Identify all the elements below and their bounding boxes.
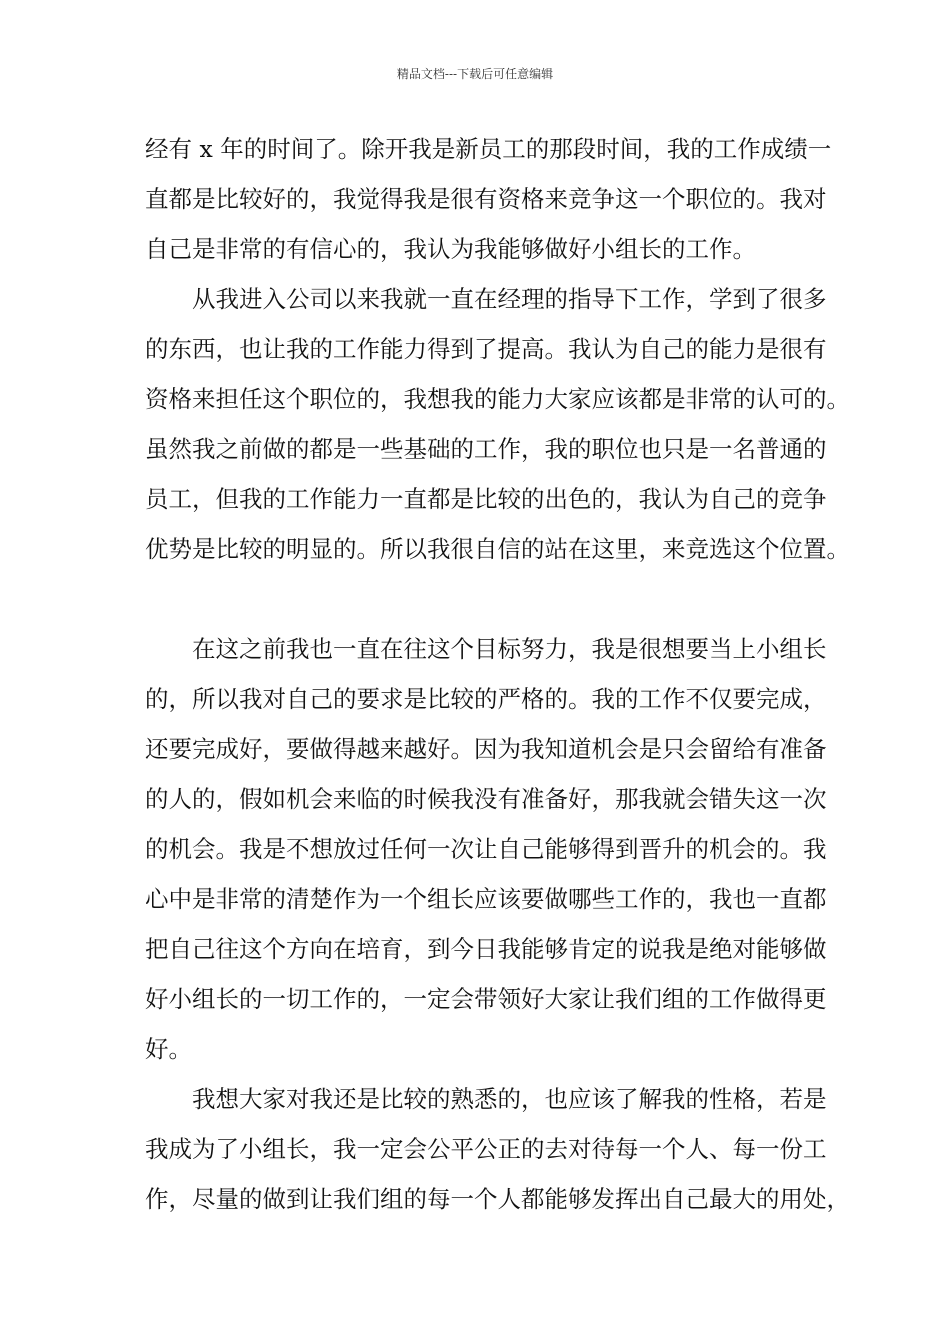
text-line: 在这之前我也一直在往这个目标努力，我是很想要当上小组长 bbox=[145, 635, 827, 663]
page-header: 精品文档---下载后可任意编辑 bbox=[396, 67, 554, 81]
text-line: 好小组长的一切工作的，一定会带领好大家让我们组的工作做得更 bbox=[145, 985, 827, 1013]
text-line: 还要完成好，要做得越来越好。因为我知道机会是只会留给有准备 bbox=[145, 735, 827, 763]
text-line: 好。 bbox=[145, 1035, 192, 1063]
paragraph-gap bbox=[145, 574, 825, 624]
text-line: 员工，但我的工作能力一直都是比较的出色的，我认为自己的竞争 bbox=[145, 485, 827, 513]
text-line: 直都是比较好的，我觉得我是很有资格来竞争这一个职位的。我对 bbox=[145, 185, 827, 213]
text-line: 自己是非常的有信心的，我认为我能够做好小组长的工作。 bbox=[145, 235, 756, 263]
text-line: 优势是比较的明显的。所以我很自信的站在这里，来竞选这个位置。 bbox=[145, 535, 850, 563]
text-line: 的人的，假如机会来临的时候我没有准备好，那我就会错失这一次 bbox=[145, 785, 827, 813]
text-line: 我想大家对我还是比较的熟悉的，也应该了解我的性格，若是 bbox=[145, 1085, 827, 1113]
text-line: 的，所以我对自己的要求是比较的严格的。我的工作不仅要完成， bbox=[145, 685, 827, 713]
paragraph-3 bbox=[145, 624, 825, 1074]
text-line: 心中是非常的清楚作为一个组长应该要做哪些工作的，我也一直都 bbox=[145, 885, 827, 913]
text-line: 把自己往这个方向在培育，到今日我能够肯定的说我是绝对能够做 bbox=[145, 935, 827, 963]
text-line: 从我进入公司以来我就一直在经理的指导下工作，学到了很多 bbox=[145, 285, 827, 313]
text-line: 作，尽量的做到让我们组的每一个人都能够发挥出自己最大的用处， bbox=[145, 1185, 850, 1213]
paragraph-4 bbox=[145, 1074, 850, 1224]
document-body bbox=[145, 124, 850, 1224]
text-line: 虽然我之前做的都是一些基础的工作，我的职位也只是一名普通的 bbox=[145, 435, 827, 463]
paragraph-2 bbox=[145, 274, 850, 574]
text-line: 资格来担任这个职位的，我想我的能力大家应该都是非常的认可的。 bbox=[145, 385, 850, 413]
text-line: 的东西，也让我的工作能力得到了提高。我认为自己的能力是很有 bbox=[145, 335, 827, 363]
text-line: 经有 x 年的时间了。除开我是新员工的那段时间，我的工作成绩一 bbox=[145, 135, 832, 163]
paragraph-1 bbox=[145, 124, 832, 274]
text-line: 我成为了小组长，我一定会公平公正的去对待每一个人、每一份工 bbox=[145, 1135, 827, 1163]
text-line: 的机会。我是不想放过任何一次让自己能够得到晋升的机会的。我 bbox=[145, 835, 827, 863]
